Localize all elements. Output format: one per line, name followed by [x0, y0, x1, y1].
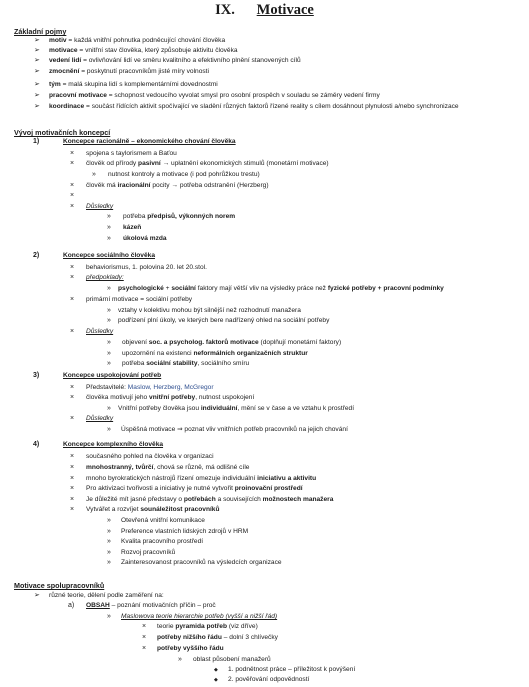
concept-3-heading: Koncepce uspokojování potřeb: [63, 372, 162, 379]
double-arrow-bullet-icon: »: [107, 317, 111, 324]
double-arrow-bullet-icon: »: [107, 559, 111, 566]
chapter-heading: Motivace: [256, 2, 314, 18]
x-bullet-icon: ×: [70, 453, 75, 460]
double-arrow-bullet-icon: »: [107, 235, 111, 242]
diamond-bullet-icon: ◆: [214, 677, 218, 683]
double-arrow-bullet-icon: »: [107, 549, 111, 556]
x-bullet-icon: ×: [70, 203, 75, 210]
double-arrow-bullet-icon: »: [107, 307, 111, 314]
double-arrow-bullet-icon: »: [107, 360, 111, 367]
x-bullet-icon: ×: [70, 264, 75, 271]
arrow-bullet-icon: ➢: [34, 81, 40, 88]
chapter-title: [0, 2, 529, 19]
list-subitem: Rozvoj pracovníků: [121, 549, 176, 556]
maslow-heading: Maslowova teorie hierarchie potřeb (vyšší a nižší řád): [121, 613, 278, 620]
list-subitem: Úspěšná motivace ⇒ poznat vliv vnitřních potřeb pracovníků na jejich chování: [121, 426, 348, 433]
x-bullet-icon: ×: [70, 496, 75, 503]
list-subitem: kázeň: [123, 224, 142, 231]
list-subitem: 2. pověřování odpovědností: [228, 676, 310, 683]
double-arrow-bullet-icon: »: [107, 339, 111, 346]
arrow-bullet-icon: ➢: [34, 47, 40, 54]
list-item: mnoho byrokratických nástrojů řízení omezuje individuální iniciativu a aktivitu: [86, 475, 317, 482]
list-subitem: podřízení plní úkoly, ve kterých bere nadřízený ohled na sociální potřeby: [118, 317, 330, 324]
arrow-bullet-icon: ➢: [34, 37, 40, 44]
definition-pracovni-motivace: pracovní motivace = schopnost vedoucího vyvolat smysl pro osobní prospěch v souladu se záměry vedení firmy: [49, 92, 380, 99]
list-number: 4): [33, 441, 40, 448]
list-subitem: potřeba předpisů, výkonných norem: [123, 213, 236, 220]
double-arrow-bullet-icon: »: [107, 613, 111, 620]
x-bullet-icon: ×: [70, 506, 75, 513]
consequences-label: Důsledky: [86, 328, 114, 335]
concept-2-heading: Koncepce sociálního člověka: [63, 252, 155, 259]
x-bullet-icon: ×: [70, 328, 75, 335]
arrow-bullet-icon: ➢: [34, 592, 40, 599]
arrow-bullet-icon: ➢: [34, 103, 40, 110]
double-arrow-bullet-icon: »: [107, 224, 111, 231]
diamond-bullet-icon: ◆: [214, 667, 218, 673]
list-subitem: teorie pyramida potřeb (viz dříve): [157, 623, 258, 630]
double-arrow-bullet-icon: »: [107, 213, 111, 220]
list-number: 2): [33, 252, 40, 259]
x-bullet-icon: ×: [70, 485, 75, 492]
list-subitem: potřeba sociální stability, sociálního smíru: [122, 360, 250, 367]
double-arrow-bullet-icon: »: [92, 171, 96, 178]
list-subitem: potřeby nižšího řádu – dolní 3 chlívečky: [157, 634, 278, 641]
list-item: člověk od přírody pasivní → upłatnění ekonomických stimulů (monetární motivace): [86, 160, 329, 167]
list-subitem: oblast působení manažerů: [193, 656, 271, 663]
concept-4-heading: Koncepce komplexního člověka: [63, 441, 164, 448]
list-number: 1): [33, 138, 40, 145]
list-subitem: Vnitřní potřeby člověka jsou individuální, mění se v čase a ve vztahu k prostředí: [118, 405, 355, 412]
list-subitem: psychologické + sociální faktory mají větší vliv na výsledky práce než fyzické potřeby + pracovní podmínky: [118, 285, 444, 292]
x-bullet-icon: ×: [70, 464, 75, 471]
concept-1-heading: Koncepce racionálně – ekonomického chování člověka: [63, 138, 236, 145]
list-item: behaviorismus, 1. polovina 20. let 20.stol.: [86, 264, 207, 271]
x-bullet-icon: ×: [70, 274, 75, 281]
list-item: spojena s taylorismem a Baťou: [86, 150, 177, 157]
x-bullet-icon: ×: [70, 296, 75, 303]
list-number: 3): [33, 372, 40, 379]
arrow-bullet-icon: ➢: [34, 68, 40, 75]
x-bullet-icon: ×: [70, 182, 75, 189]
list-subitem: Zainteresovanost pracovníků na výsledcích organizace: [121, 559, 282, 566]
double-arrow-bullet-icon: »: [178, 656, 182, 663]
list-subitem: vztahy v kolektivu mohou být silnější než rozhodnutí manažera: [118, 307, 301, 314]
x-bullet-icon: ×: [142, 645, 147, 652]
x-bullet-icon: ×: [70, 160, 75, 167]
double-arrow-bullet-icon: »: [107, 528, 111, 535]
list-subitem: 1. podnětnost práce – příležitost k povýšení: [228, 666, 356, 673]
definition-tym: tým = malá skupina lidí s komplementárními dovednostmi: [49, 81, 218, 88]
x-bullet-icon: ×: [70, 394, 75, 401]
definition-koordinace: koordinace = součást řídících aktivit spočívající ve sladění různých faktorů řízené reality s cílem dosáhnout plynulosti a/nebo synchronizace: [49, 103, 459, 110]
list-item: Pro aktivizaci tvořivosti a iniciativy je nutné vytvořit proinovační prostředí: [86, 485, 303, 492]
list-subitem: nutnost kontroly a motivace (i pod pohrůžkou trestu): [108, 171, 260, 178]
section-concept-evolution: Vývoj motivačních koncepcí: [14, 128, 111, 137]
list-item: současného pohled na člověka v organizaci: [86, 453, 214, 460]
list-subitem: Otevřená vnitřní komunikace: [121, 517, 205, 524]
double-arrow-bullet-icon: »: [107, 350, 111, 357]
double-arrow-bullet-icon: »: [107, 405, 111, 412]
list-subitem: Preference vlastních lidských zdrojů v HRM: [121, 528, 249, 535]
arrow-bullet-icon: ➢: [34, 57, 40, 64]
definition-vedeni-lidi: vedení lidí = ovlivňování lidí ve směru kvalitního a efektivního plnění stanovených cílů: [49, 57, 301, 64]
list-item: Je důležité mít jasné představy o potřebách a souvisejících možnostech manažera: [86, 496, 334, 503]
list-subitem: objevení soc. a psycholog. faktorů motivace (doplňují monetární faktory): [122, 339, 342, 346]
list-subitem: upozornění na existenci neformálních organizačních struktur: [122, 350, 308, 357]
arrow-bullet-icon: ➢: [34, 92, 40, 99]
list-item: člověk má iracionální pocity → potřeba odstranění (Herzberg): [86, 182, 269, 189]
list-item: mnohostranný, tvůrčí, chová se různě, má odlišné cíle: [86, 464, 250, 471]
double-arrow-bullet-icon: »: [107, 517, 111, 524]
x-bullet-icon: ×: [70, 192, 75, 199]
double-arrow-bullet-icon: »: [107, 285, 111, 292]
x-bullet-icon: ×: [70, 475, 75, 482]
double-arrow-bullet-icon: »: [107, 538, 111, 545]
list-item: OBSAH – poznání motivačních příčin – proč: [86, 602, 216, 609]
list-item: člověka motivují jeho vnitřní potřeby, nutnost uspokojení: [86, 394, 255, 401]
section-coworker-motivation: Motivace spolupracovníků: [14, 581, 105, 590]
definition-zmocneni: zmocnění = poskytnutí pracovníkům jisté míry volnosti: [49, 68, 209, 75]
list-subitem: potřeby vyššího řádu: [157, 645, 224, 652]
list-item: primární motivace = sociální potřeby: [86, 296, 193, 303]
list-letter: a): [68, 602, 75, 609]
x-bullet-icon: ×: [142, 634, 147, 641]
x-bullet-icon: ×: [70, 384, 75, 391]
consequences-label: Důsledky: [86, 203, 114, 210]
list-item: Vytvářet a rozvíjet sounáležitost pracovníků: [86, 506, 220, 513]
section-basic-terms: Základní pojmy: [14, 27, 67, 36]
assumptions-label: předpoklady:: [86, 274, 124, 281]
list-subitem: úkolová mzda: [123, 235, 167, 242]
x-bullet-icon: ×: [70, 150, 75, 157]
definition-motivace: motivace = vnitřní stav člověka, který způsobuje aktivitu člověka: [49, 47, 238, 54]
chapter-number: IX.: [215, 2, 235, 18]
list-item: Představitelé: Maslow, Herzberg, McGregor: [86, 384, 214, 391]
x-bullet-icon: ×: [142, 623, 147, 630]
double-arrow-bullet-icon: »: [107, 426, 111, 433]
definition-motiv: motiv = každá vnitřní pohnutka podněcující chování člověka: [49, 37, 226, 44]
consequences-label: Důsledky: [86, 415, 114, 422]
x-bullet-icon: ×: [70, 415, 75, 422]
list-subitem: Kvalita pracovního prostředí: [121, 538, 204, 545]
list-item: různé teorie, dělení podle zaměření na:: [49, 592, 164, 599]
